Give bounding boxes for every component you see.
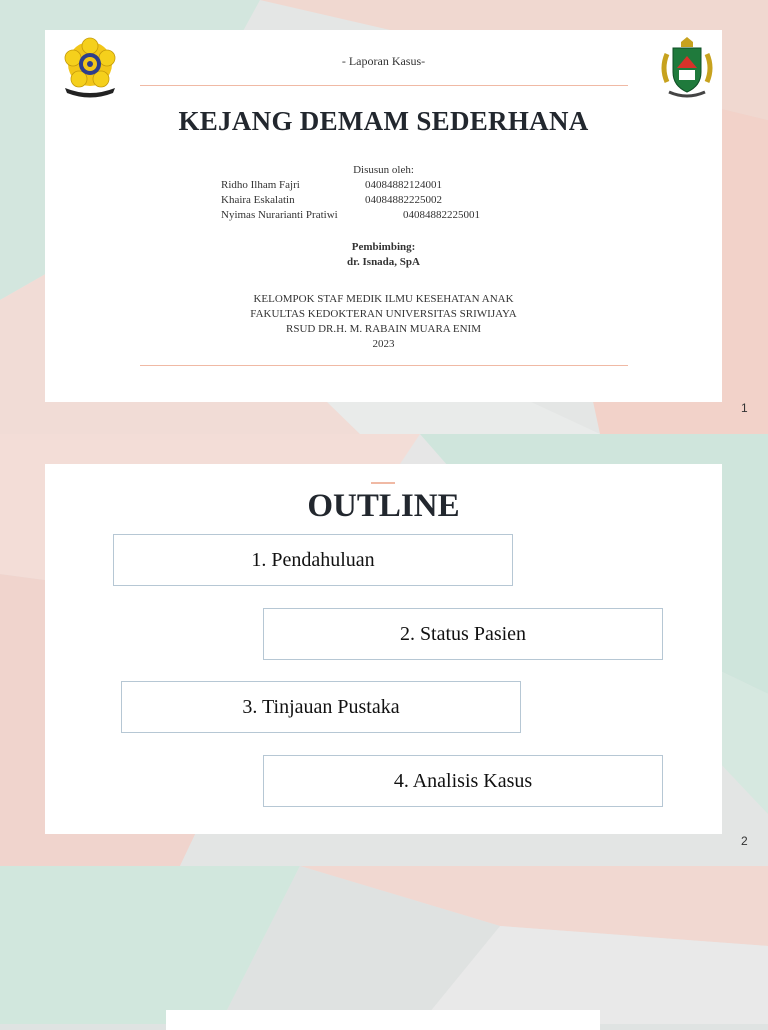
page-number: 2 [741,834,748,848]
institution-line: KELOMPOK STAF MEDIK ILMU KESEHATAN ANAK [253,293,514,305]
outline-item-status-pasien[interactable]: 2. Status Pasien [263,608,663,660]
page-title: KEJANG DEMAM SEDERHANA [178,106,589,136]
year-label: 2023 [372,338,395,350]
institution-line: FAKULTAS KEDOKTERAN UNIVERSITAS SRIWIJAYA [250,308,517,320]
author-id: 04084882225001 [403,209,480,221]
report-type-label: - Laporan Kasus- [341,54,426,68]
slide-title [45,30,722,402]
outline-item-pendahuluan[interactable]: 1. Pendahuluan [113,534,513,586]
author-id: 04084882225002 [365,194,442,206]
divider-bottom [140,365,628,366]
outline-item-analisis-kasus[interactable]: 4. Analisis Kasus [263,755,663,807]
author-name: Nyimas Nurarianti Pratiwi [221,209,338,221]
divider-top [140,85,628,86]
outline-item-tinjauan-pustaka[interactable]: 3. Tinjauan Pustaka [121,681,521,733]
outline-title: OUTLINE [307,488,460,524]
author-name: Khaira Eskalatin [221,194,295,206]
supervisor-name: dr. Isnada, SpA [347,256,420,268]
supervisor-label: Pembimbing: [351,241,416,253]
slide-outline [45,464,722,834]
author-id: 04084882124001 [365,179,442,191]
slide-next-partial [166,1010,600,1030]
page-number: 1 [741,401,748,415]
prepared-by-label: Disusun oleh: [353,164,414,176]
author-name: Ridho Ilham Fajri [221,179,300,191]
background-band-3 [0,866,768,1024]
institution-line: RSUD DR.H. M. RABAIN MUARA ENIM [286,323,481,335]
title-accent-mark [371,482,395,484]
